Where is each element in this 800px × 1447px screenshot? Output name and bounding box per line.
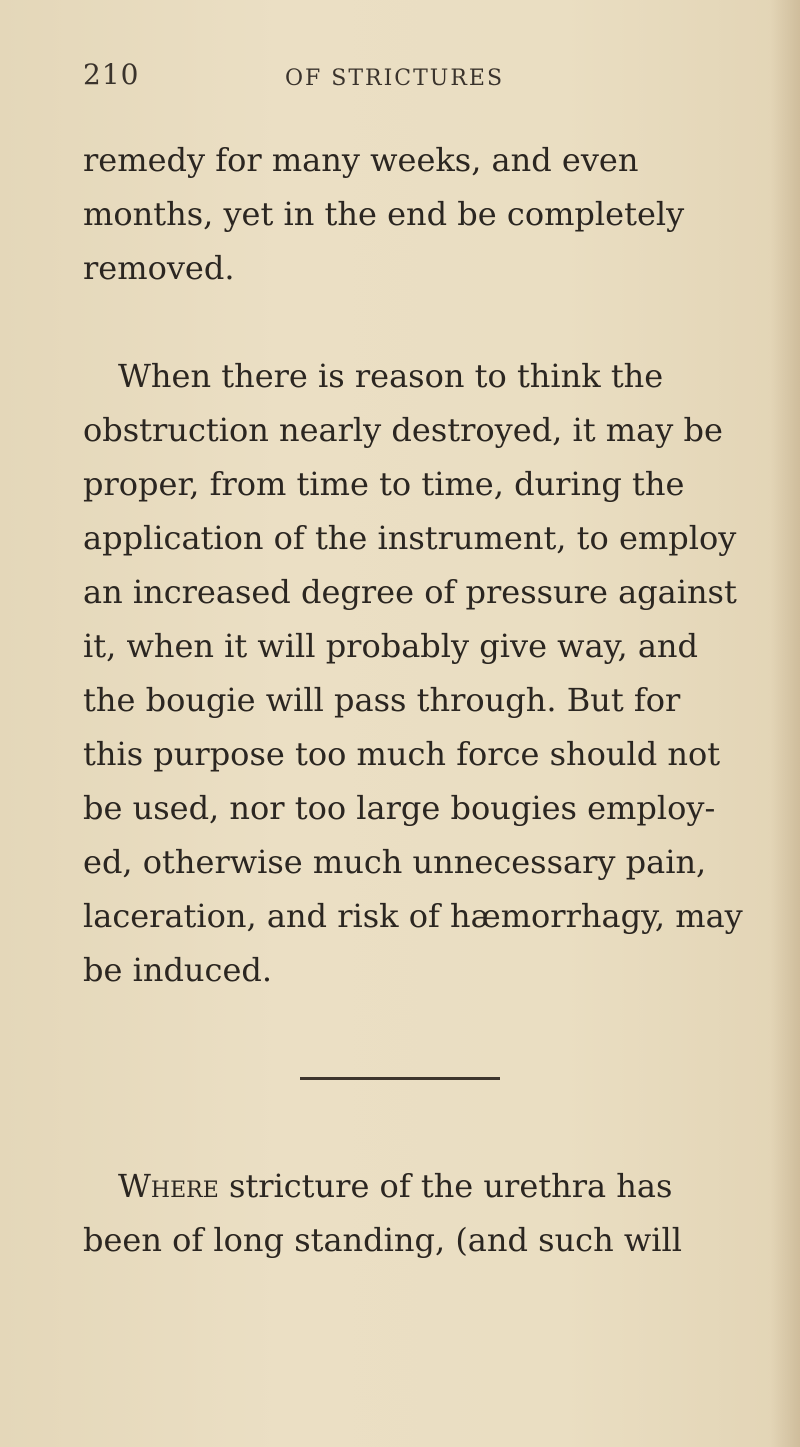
text-line: obstruction nearly destroyed, it may be bbox=[83, 411, 723, 449]
running-head: OF STRICTURES bbox=[285, 66, 505, 91]
page-number: 210 bbox=[83, 58, 140, 91]
text-line: it, when it will probably give way, and bbox=[83, 627, 698, 665]
small-caps-first-word: Where bbox=[118, 1167, 219, 1205]
paragraph-obstruction bbox=[83, 349, 743, 997]
text-line: laceration, and risk of hæmorrhagy, may bbox=[83, 897, 743, 935]
text-line: the bougie will pass through. But for bbox=[83, 681, 681, 719]
text-line: months, yet in the end be completely bbox=[83, 195, 685, 233]
text-line: be used, nor too large bougies employ- bbox=[83, 789, 716, 827]
page-header bbox=[83, 58, 703, 98]
text-line: remedy for many weeks, and even bbox=[83, 141, 639, 179]
paragraph-continuation bbox=[83, 133, 719, 295]
text-line bbox=[83, 1159, 719, 1213]
text-line: been of long standing, (and such will bbox=[83, 1221, 682, 1259]
paragraph-long-standing-stricture bbox=[83, 1159, 719, 1267]
text-line: ed, otherwise much unnecessary pain, bbox=[83, 843, 707, 881]
text-line: an increased degree of pressure against bbox=[83, 573, 737, 611]
text-line: application of the instrument, to employ bbox=[83, 519, 737, 557]
text-line: proper, from time to time, during the bbox=[83, 465, 685, 503]
section-divider-rule bbox=[300, 1077, 500, 1080]
text-line: be induced. bbox=[83, 951, 273, 989]
first-line-text: stricture of the urethra has bbox=[218, 1167, 673, 1205]
text-line: this purpose too much force should not bbox=[83, 735, 721, 773]
text-line: removed. bbox=[83, 249, 235, 287]
text-line: When there is reason to think the bbox=[118, 357, 664, 395]
